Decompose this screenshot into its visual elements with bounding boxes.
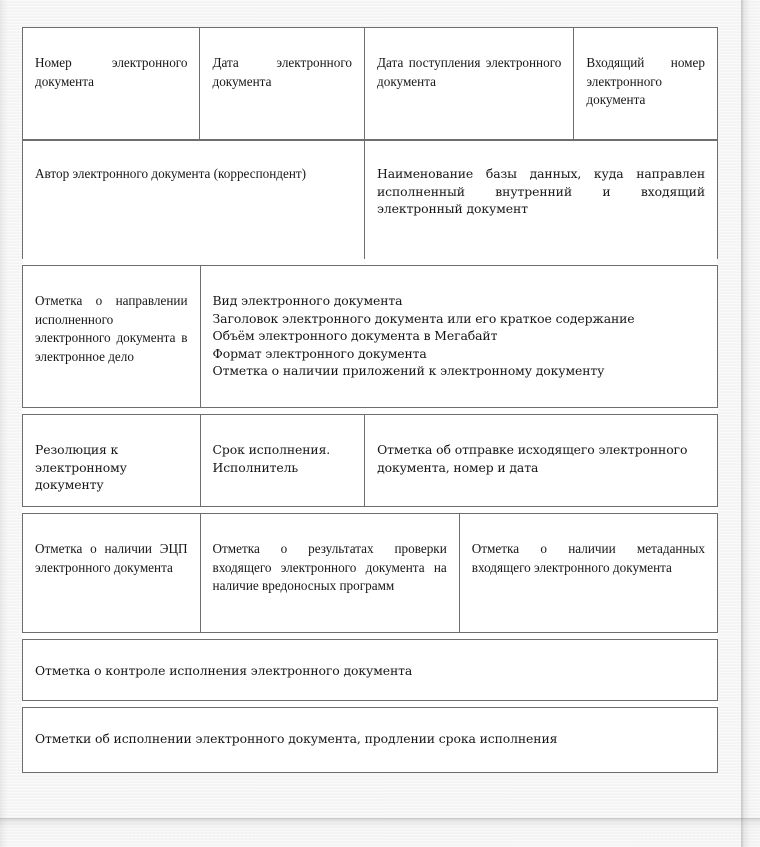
table-row (22, 414, 718, 507)
cell-execution-and-extension-marks: Отметки об исполнении электронного документа, продлении срока исполнения (35, 731, 558, 746)
cell-filing-mark: Отметка о направлении исполненного электронного документа в электронное дело (23, 266, 201, 407)
deadline-line: Срок исполнения. (212, 442, 331, 457)
table-row (22, 639, 718, 701)
table-row (22, 513, 718, 633)
page-edge-left-shadow (0, 0, 8, 847)
cell-outgoing-dispatch-mark: Отметка об отправке исходящего электронного документа, номер и дата (377, 442, 688, 475)
attribute-line: Вид электронного документа (212, 293, 403, 308)
cell-digital-signature-mark: Отметка о наличии ЭЦП электронного документа (23, 514, 201, 632)
cell-document-attributes (201, 266, 717, 407)
table-row (22, 265, 718, 408)
table-row (22, 707, 718, 773)
table-row (22, 27, 718, 140)
attribute-line: Заголовок электронного документа или его краткое содержание (212, 310, 635, 326)
cell-metadata-mark: Отметка о наличии метаданных входящего электронного документа (471, 541, 706, 575)
cell-document-author: Автор электронного документа (корреспондент) (23, 141, 365, 259)
table-row (22, 140, 718, 259)
page-edge-bottom-shadow (0, 818, 760, 847)
cell-incoming-document-number: Входящий номер электронного документа (586, 55, 705, 108)
cell-document-date: Дата электронного документа (200, 28, 365, 139)
executor-line: Исполнитель (212, 459, 299, 475)
registration-card-table (22, 27, 718, 773)
cell-document-receipt-date: Дата поступления электронного документа (365, 28, 574, 139)
cell-malware-check-mark: Отметка о результатах проверки входящего электронного документа на наличие вредоносных программ (201, 514, 460, 632)
cell-execution-control-mark: Отметка о контроле исполнения электронного документа (35, 663, 413, 678)
cell-resolution: Резолюция к электронному документу (23, 415, 201, 506)
cell-database-name: Наименование базы данных, куда направлен исполненный внутренний и входящий электронный документ (377, 166, 705, 217)
attribute-line: Формат электронного документа (212, 345, 427, 361)
cell-document-number: Номер электронного документа (23, 28, 200, 139)
cell-deadline-and-executor (201, 415, 366, 506)
attribute-line: Отметка о наличии приложений к электронному документу (212, 363, 605, 379)
attribute-line: Объём электронного документа в Мегабайт (212, 328, 498, 344)
page-edge-right-shadow (741, 0, 760, 847)
